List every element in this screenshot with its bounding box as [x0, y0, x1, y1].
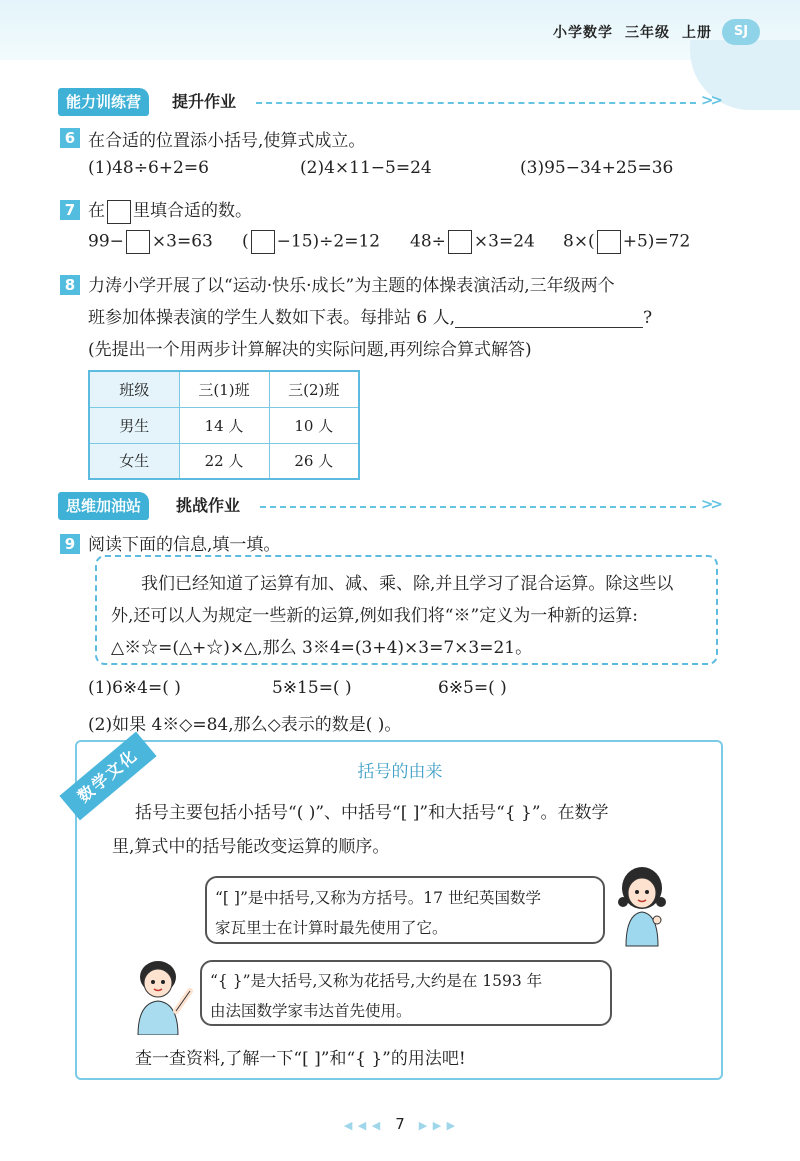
edition-badge: SJ [722, 19, 760, 45]
definition-text: 外,还可以人为规定一些新的运算,例如我们将“※”定义为一种新的运算: [111, 606, 638, 626]
section-header-challenge [58, 492, 720, 520]
answer-box[interactable] [251, 230, 275, 254]
speech-bubble [200, 960, 612, 1026]
question-number: 7 [60, 200, 80, 220]
equation-item: 48÷ ×3=24 [410, 230, 535, 254]
boy-illustration [128, 955, 196, 1035]
answer-box[interactable] [126, 230, 150, 254]
table-cell: 14 人 [179, 407, 269, 443]
definition-box [95, 555, 718, 665]
table-header-cell: 三(1)班 [179, 371, 269, 407]
table-header-row [89, 371, 359, 407]
answer-box-sample [107, 200, 131, 224]
section-header-training [58, 88, 720, 116]
double-chevron-icon: >> [700, 495, 720, 513]
question-hint: (先提出一个用两步计算解决的实际问题,再列综合算式解答) [88, 340, 532, 360]
girl-illustration [612, 862, 672, 947]
table-row-label: 女生 [89, 443, 179, 479]
question-number: 8 [60, 275, 80, 295]
table-cell: 10 人 [269, 407, 359, 443]
culture-title: 括号的由来 [357, 762, 443, 782]
fill-blank-item[interactable]: (2)如果 4※◇=84,那么◇表示的数是( )。 [88, 715, 402, 735]
dashed-divider [260, 506, 696, 508]
table-row-label: 男生 [89, 407, 179, 443]
subject-label: 小学数学 [553, 25, 613, 41]
bubble-text: “[ ]”是中括号,又称为方括号。17 世纪英国数学 [215, 889, 541, 907]
question-prompt: 在 里填合适的数。 [88, 196, 252, 224]
speech-bubble [205, 876, 605, 944]
book-info [541, 22, 712, 42]
right-arrows-icon: ▶ ▶ ▶ [418, 1119, 457, 1132]
bubble-text: 由法国数学家韦达首先使用。 [210, 1002, 412, 1020]
answer-blank[interactable] [455, 310, 643, 328]
question-text: 班参加体操表演的学生人数如下表。每排站 6 人, ? [88, 308, 653, 328]
equation-item: (3)95−34+25=36 [520, 158, 674, 178]
dashed-divider [256, 102, 696, 104]
definition-text: △※☆=(△+☆)×△,那么 3※4=(3+4)×3=7×3=21。 [111, 638, 533, 658]
grade-label: 三年级 [625, 25, 670, 41]
student-count-table [88, 370, 360, 480]
culture-ribbon: 数学文化 [59, 732, 156, 821]
table-cell: 26 人 [269, 443, 359, 479]
culture-paragraph: 括号主要包括小括号“( )”、中括号“[ ]”和大括号“{ }”。在数学 [135, 803, 609, 823]
volume-label: 上册 [682, 25, 712, 41]
equation-item: 8×( +5)=72 [563, 230, 690, 254]
question-prompt: 在合适的位置添小括号,使算式成立。 [88, 131, 366, 151]
culture-paragraph: 里,算式中的括号能改变运算的顺序。 [112, 837, 390, 857]
section-subtitle: 挑战作业 [176, 496, 241, 515]
table-header-cell: 三(2)班 [269, 371, 359, 407]
answer-box[interactable] [448, 230, 472, 254]
equation-item: 99− ×3=63 [88, 230, 213, 254]
bubble-text: “{ }”是大括号,又称为花括号,大约是在 1593 年 [210, 972, 543, 990]
question-number: 6 [60, 128, 80, 148]
question-number: 9 [60, 534, 80, 554]
equation-item: ( −15)÷2=12 [242, 230, 380, 254]
table-row [89, 407, 359, 443]
double-chevron-icon: >> [700, 91, 720, 109]
culture-closing: 查一查资料,了解一下“[ ]”和“{ }”的用法吧! [135, 1049, 466, 1069]
table-header-cell: 班级 [89, 371, 179, 407]
fill-blank-item[interactable]: 6※5=( ) [438, 678, 507, 698]
definition-text: 我们已经知道了运算有加、减、乘、除,并且学习了混合运算。除这些以 [141, 574, 674, 594]
page-number: 7 [395, 1115, 405, 1133]
section-tag: 能力训练营 [58, 88, 149, 116]
equation-item: (2)4×11−5=24 [300, 158, 432, 178]
question-text: 力涛小学开展了以“运动·快乐·成长”为主题的体操表演活动,三年级两个 [88, 276, 615, 296]
answer-box[interactable] [597, 230, 621, 254]
section-subtitle: 提升作业 [172, 92, 237, 111]
table-row [89, 443, 359, 479]
left-arrows-icon: ◀ ◀ ◀ [343, 1119, 382, 1132]
table-cell: 22 人 [179, 443, 269, 479]
equation-item: (1)48÷6+2=6 [88, 158, 209, 178]
fill-blank-item[interactable]: (1)6※4=( ) [88, 678, 181, 698]
page-footer [0, 1115, 800, 1133]
fill-blank-item[interactable]: 5※15=( ) [272, 678, 352, 698]
section-tag: 思维加油站 [58, 492, 149, 520]
bubble-text: 家瓦里士在计算时最先使用了它。 [215, 919, 448, 937]
question-prompt: 阅读下面的信息,填一填。 [88, 535, 281, 555]
